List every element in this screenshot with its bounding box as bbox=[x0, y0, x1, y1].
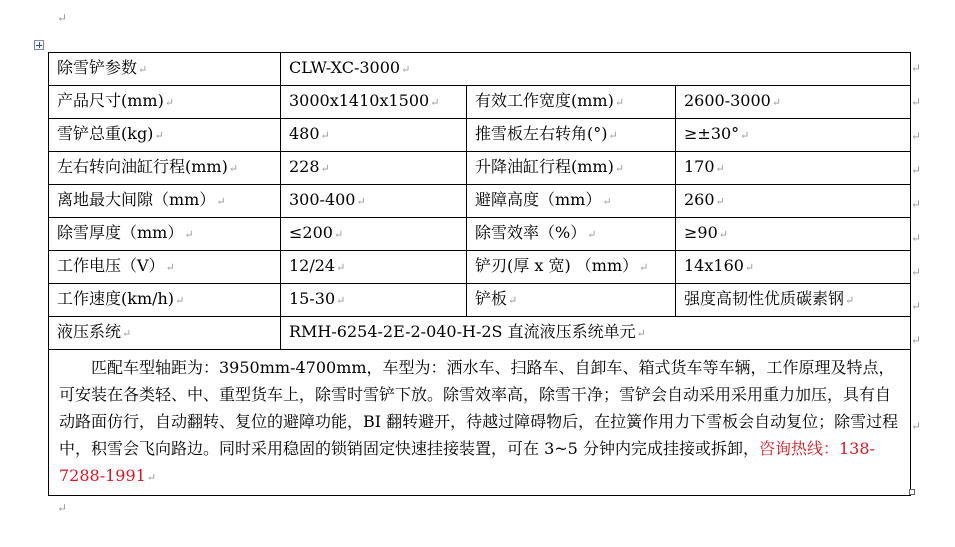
description-text: 匹配车型轴距为：3950mm-4700mm，车型为：洒水车、扫路车、自卸车、箱式货车等车辆，工作原理及特点，可安装在各类轻、中、重型货车上，除雪时雪铲下放。除雪效率高，除雪干净；雪铲会自动采用采用重力加压，具有自动路面仿行，自动翻转、复位的避障功能，BI 翻转避开，待越过障碍物后，在拉簧作用力下雪板会自动复位；除雪过程中，积雪会飞向路边。同时采用稳固的锁销固定快速挂接装置，可在 3~5 分钟内完成挂接或拆卸， bbox=[59, 358, 899, 458]
param-label: 铲刃(厚 x 宽) （mm）↵ bbox=[467, 251, 676, 284]
table-resize-handle[interactable] bbox=[909, 489, 915, 495]
row-end-mark: ↵ bbox=[911, 299, 922, 313]
table-row bbox=[49, 317, 911, 350]
table-row bbox=[49, 185, 911, 218]
param-value: ≥±30°↵ bbox=[676, 119, 911, 152]
row-end-mark: ↵ bbox=[911, 231, 922, 245]
spec-table bbox=[48, 52, 911, 496]
param-label: 离地最大间隙（mm）↵ bbox=[49, 185, 281, 218]
param-value: 强度高韧性优质碳素钢↵ bbox=[676, 284, 911, 317]
description-cell: 匹配车型轴距为：3950mm-4700mm，车型为：洒水车、扫路车、自卸车、箱式货车等车辆，工作原理及特点，可安装在各类轻、中、重型货车上，除雪时雪铲下放。除雪效率高，除雪干净；雪铲会自动采用采用重力加压，具有自动路面仿行，自动翻转、复位的避障功能，BI 翻转避开，待越过障碍物后，在拉簧作用力下雪板会自动复位；除雪过程中，积雪会飞向路边。同时采用稳固的锁销固定快速挂接装置，可在 3~5 分钟内完成挂接或拆卸，咨询热线：138-7288-1991↵ bbox=[49, 350, 911, 496]
table-row bbox=[49, 86, 911, 119]
table-move-handle-icon[interactable] bbox=[34, 40, 44, 50]
param-value: ≥90↵ bbox=[676, 218, 911, 251]
param-label: 推雪板左右转角(°)↵ bbox=[467, 119, 676, 152]
param-value: RMH-6254-2E-2-040-H-2S 直流液压系统单元↵ bbox=[281, 317, 911, 350]
param-label: 升降油缸行程(mm)↵ bbox=[467, 152, 676, 185]
param-label: 工作速度(km/h)↵ bbox=[49, 284, 281, 317]
param-label: 除雪厚度（mm）↵ bbox=[49, 218, 281, 251]
param-label: 除雪效率（%）↵ bbox=[467, 218, 676, 251]
param-value: 480↵ bbox=[281, 119, 467, 152]
table-row bbox=[49, 218, 911, 251]
param-label: 左右转向油缸行程(mm)↵ bbox=[49, 152, 281, 185]
param-value: 15-30↵ bbox=[281, 284, 467, 317]
param-value: 300-400↵ bbox=[281, 185, 467, 218]
param-value: CLW-XC-3000↵ bbox=[281, 53, 911, 86]
table-row bbox=[49, 350, 911, 496]
param-label: 产品尺寸(mm)↵ bbox=[49, 86, 281, 119]
param-value: 3000x1410x1500↵ bbox=[281, 86, 467, 119]
hotline-text: 咨询热线：138-7288-1991 bbox=[59, 439, 875, 485]
param-value: 170↵ bbox=[676, 152, 911, 185]
paragraph-mark: ↵ bbox=[57, 11, 68, 25]
param-value: 260↵ bbox=[676, 185, 911, 218]
param-label: 除雪铲参数↵ bbox=[49, 53, 281, 86]
row-end-mark: ↵ bbox=[911, 95, 922, 109]
param-label: 避障高度（mm）↵ bbox=[467, 185, 676, 218]
table-row bbox=[49, 284, 911, 317]
param-value: 2600-3000↵ bbox=[676, 86, 911, 119]
row-end-mark: ↵ bbox=[911, 163, 922, 177]
row-end-mark: ↵ bbox=[911, 197, 922, 211]
paragraph-mark: ↵ bbox=[57, 501, 68, 515]
row-end-mark: ↵ bbox=[911, 61, 922, 75]
table-row bbox=[49, 152, 911, 185]
param-label: 有效工作宽度(mm)↵ bbox=[467, 86, 676, 119]
param-value: 12/24↵ bbox=[281, 251, 467, 284]
spec-table-body bbox=[49, 53, 911, 496]
table-row bbox=[49, 53, 911, 86]
param-label: 工作电压（V）↵ bbox=[49, 251, 281, 284]
row-end-mark: ↵ bbox=[911, 129, 922, 143]
param-value: 14x160↵ bbox=[676, 251, 911, 284]
param-label: 液压系统↵ bbox=[49, 317, 281, 350]
row-end-mark: ↵ bbox=[911, 265, 922, 279]
row-end-mark: ↵ bbox=[911, 333, 922, 347]
table-row bbox=[49, 251, 911, 284]
param-value: ≤200↵ bbox=[281, 218, 467, 251]
table-row bbox=[49, 119, 911, 152]
param-value: 228↵ bbox=[281, 152, 467, 185]
param-label: 铲板↵ bbox=[467, 284, 676, 317]
row-end-mark: ↵ bbox=[911, 419, 922, 433]
param-label: 雪铲总重(kg)↵ bbox=[49, 119, 281, 152]
